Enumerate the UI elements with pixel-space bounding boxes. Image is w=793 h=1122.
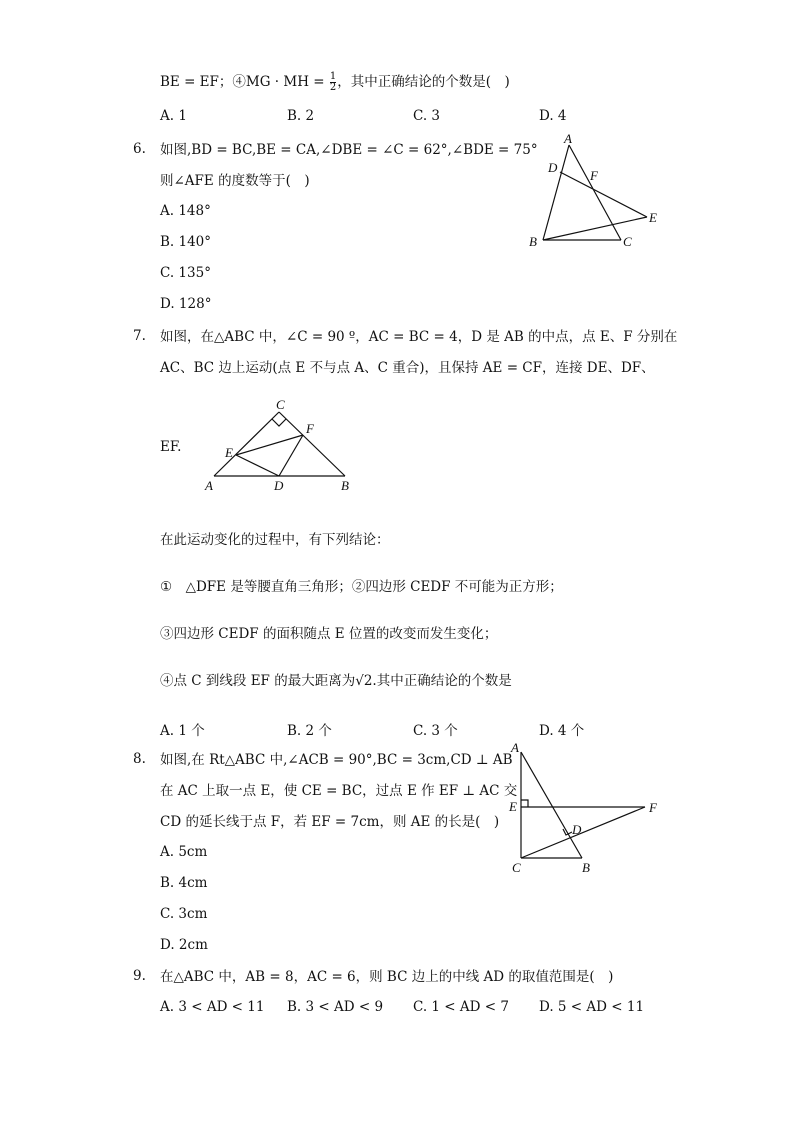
q8-label-f: F [649, 800, 657, 815]
q8-label-e: E [509, 799, 517, 814]
q9-option-a[interactable]: A. 3 < AD < 11 [160, 999, 265, 1015]
q7-statement3: ④点 C 到线段 EF 的最大距离为√2.其中正确结论的个数是 [160, 673, 512, 689]
q9-number: 9. [133, 968, 146, 984]
q6-label-c: C [623, 234, 632, 249]
q6-label-d: D [548, 160, 558, 175]
q8-option-a[interactable]: A. 5cm [160, 844, 208, 860]
q7-label-a: A [205, 478, 213, 493]
q5-option-b[interactable]: B. 2 [287, 108, 315, 124]
q7-stem-line3: EF. [160, 439, 182, 455]
q6-label-f: F [590, 168, 598, 183]
q6-option-c[interactable]: C. 135° [160, 265, 211, 281]
q6-option-d[interactable]: D. 128° [160, 296, 212, 312]
q5-line1-end: ，其中正确结论的个数是( ) [337, 74, 510, 90]
q6-stem-line2: 则∠AFE 的度数等于( ) [160, 173, 310, 189]
q5-frac-numerator: 1 [329, 71, 337, 82]
q8-option-b[interactable]: B. 4cm [160, 875, 208, 891]
q8-stem-line3: CD 的延长线于点 F，若 EF = 7cm，则 AE 的长是( ) [160, 814, 500, 830]
q7-label-b: B [341, 478, 349, 493]
q8-segment-cf [521, 807, 645, 858]
q7-option-b[interactable]: B. 2 个 [287, 723, 332, 739]
q9-stem-line1: 在△ABC 中，AB = 8，AC = 6，则 BC 边上的中线 AD 的取值范围是( ) [160, 969, 614, 985]
q7-label-c: C [276, 397, 285, 412]
q9-option-b[interactable]: B. 3 < AD < 9 [287, 999, 384, 1015]
q7-number: 7. [133, 328, 146, 344]
q5-option-a[interactable]: A. 1 [160, 108, 187, 124]
q8-stem-line2: 在 AC 上取一点 E，使 CE = BC，过点 E 作 EF ⊥ AC 交 [160, 783, 518, 799]
q7-option-a[interactable]: A. 1 个 [160, 723, 205, 739]
q5-option-d[interactable]: D. 4 [539, 108, 567, 124]
q8-segment-ab [521, 752, 582, 858]
q7-statement2: ③四边形 CEDF 的面积随点 E 位置的改变而发生变化； [160, 626, 498, 642]
q7-label-d: D [274, 478, 284, 493]
q7-statement1: ① △DFE 是等腰直角三角形；②四边形 CEDF 不可能为正方形； [160, 579, 563, 595]
q8-label-c: C [512, 860, 521, 875]
q8-stem-line1: 如图,在 Rt△ABC 中,∠ACB = 90°,BC = 3cm,CD ⊥ AB [160, 752, 513, 768]
q8-option-d[interactable]: D. 2cm [160, 937, 208, 953]
q8-label-a: A [511, 740, 519, 755]
q6-label-a: A [564, 131, 572, 146]
q9-option-c[interactable]: C. 1 < AD < 7 [413, 999, 509, 1015]
q5-option-c[interactable]: C. 3 [413, 108, 441, 124]
q6-option-b[interactable]: B. 140° [160, 234, 212, 250]
q8-label-b: B [582, 860, 590, 875]
q5-line1-text: BE = EF；④MG · MH = [160, 74, 329, 90]
q6-stem-line1: 如图,BD = BC,BE = CA,∠DBE = ∠C = 62°,∠BDE = 75° [160, 142, 538, 158]
q7-intro: 在此运动变化的过程中，有下列结论： [160, 532, 390, 548]
q6-option-a[interactable]: A. 148° [160, 203, 211, 219]
q6-label-e: E [649, 210, 657, 225]
q8-right-angle-e [521, 800, 528, 807]
q6-number: 6. [133, 141, 146, 157]
q8-number: 8. [133, 751, 146, 767]
q7-label-e: E [225, 445, 233, 460]
q7-stem-line1: 如图，在△ABC 中，∠C = 90 º，AC = BC = 4，D 是 AB 的中点，点 E、F 分别在 [160, 329, 678, 345]
q7-label-f: F [306, 421, 314, 436]
q6-label-b: B [529, 234, 537, 249]
q7-option-d[interactable]: D. 4 个 [539, 723, 585, 739]
q8-option-c[interactable]: C. 3cm [160, 906, 208, 922]
q7-stem-line2: AC、BC 边上运动(点 E 不与点 A、C 重合)，且保持 AE = CF，连接 DE、DF、 [160, 360, 655, 376]
q9-option-d[interactable]: D. 5 < AD < 11 [539, 999, 645, 1015]
q7-option-c[interactable]: C. 3 个 [413, 723, 458, 739]
q8-label-d: D [572, 822, 582, 837]
q5-frac-denominator: 2 [329, 82, 337, 93]
